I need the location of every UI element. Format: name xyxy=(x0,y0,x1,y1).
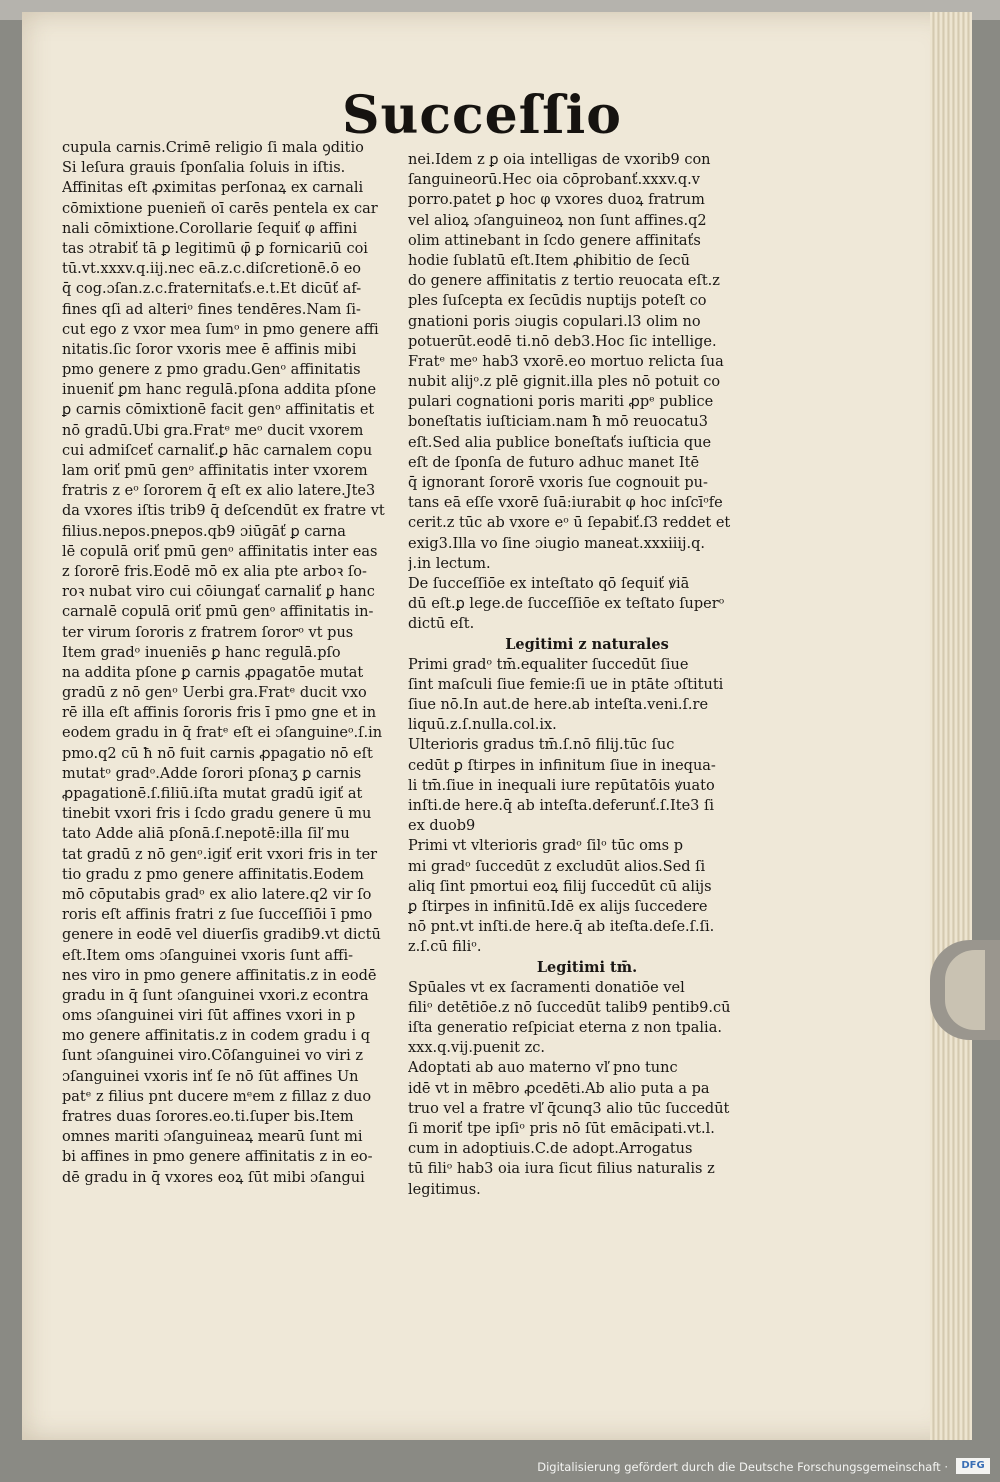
clasp-highlight xyxy=(945,950,985,1030)
text-line: ſanguineorū.Hec oia cōprobanť.xxxv.q.v xyxy=(408,172,700,189)
text-line: ſiue nō.In aut.de here.ab inteſta.veni.ſ.re xyxy=(408,697,709,714)
text-line: ſunt ɔſanguinei viro.Cōſanguinei vo viri z xyxy=(62,1048,363,1065)
text-line: exig3.Illa vo ſine ɔiugio maneat.xxxiiij.q. xyxy=(408,535,706,552)
text-line: eodem gradu in q̄ fratᵉ eſt ei ɔſanguineᵒ.ſ.in xyxy=(62,725,383,742)
text-line: pmo.q2 cū ħ nō fuit carnis ꝓpagatio nō eſt xyxy=(62,745,373,762)
text-line: pulari cognationi poris mariti ꝓpᵉ publice xyxy=(408,394,714,411)
text-line: eſt de ſponſa de futuro adhuc manet Itē xyxy=(408,454,700,471)
text-line: eſt.Sed alia publice boneſtaťs iuſticia que xyxy=(408,434,712,451)
dfg-logo: DFG xyxy=(956,1458,990,1474)
text-line: patᵉ z filius pnt ducere mᵉem z fillaz z duo xyxy=(62,1088,372,1105)
text-line: iſta generatio reſpiciat eterna z non tpalia. xyxy=(408,1020,722,1037)
text-line: ples ſuſcepta ex ſecūdis nuptijs poteſt co xyxy=(408,293,707,310)
text-line: hodie ſublatū eſt.Item ꝓhibitio de ſecū xyxy=(408,252,690,269)
text-line: nes viro in pmo genere affinitatis.z in eodē xyxy=(62,967,377,984)
text-line: li tm̄.ſiue in inequali iure repūtatōis ꝟuato xyxy=(408,777,715,794)
text-line: lē copulā oriť pmū genᵒ affinitatis inter eas xyxy=(62,543,378,560)
text-line: genere in eodē vel diuerſis gradib9.vt dictū xyxy=(62,927,381,944)
text-line: aliq ſint pmortui eoꝝ filij ſuccedūt cū alijs xyxy=(408,878,712,895)
right-text-column xyxy=(408,150,766,1200)
text-line: Primi gradᵒ tm̄.equaliter ſuccedūt ſiue xyxy=(408,656,689,673)
text-line: na addita pſone ꝑ carnis ꝓpagatōe mutat xyxy=(62,664,364,681)
text-line: idē vt in mēbro ꝓcedēti.Ab alio puta a pa xyxy=(408,1080,710,1097)
text-line: vel alioꝝ ɔſanguineoꝝ non ſunt affines.q2 xyxy=(408,212,707,229)
text-line: tato Adde aliā pſonā.ſ.nepotē:illa ſiľ mu xyxy=(62,826,350,843)
text-line: ex duob9 xyxy=(408,818,476,835)
text-line: pmo genere z pmo gradu.Genᵒ affinitatis xyxy=(62,362,361,379)
text-line: ɔſanguinei vxoris inť ſe nō ſūt affines Un xyxy=(62,1068,359,1085)
text-line: fratris z eᵒ ſororem q̄ eſt ex alio latere.Jte3 xyxy=(62,483,376,500)
text-line: dē gradu in q̄ vxores eoꝝ ſūt mibi ɔſangui xyxy=(62,1169,365,1186)
text-line: z.ſ.cū filiᵒ. xyxy=(408,939,482,956)
text-line: cōmixtione puenieñ oī carēs pentela ex car xyxy=(62,200,378,217)
text-line: nei.Idem z ꝑ oia intelligas de vxorib9 con xyxy=(408,152,711,168)
text-line: tinebit vxori fris i ſcdo gradu genere ū mu xyxy=(62,806,372,823)
text-line: mutatᵒ gradᵒ.Adde ſorori pſonaʒ ꝑ carnis xyxy=(62,765,362,782)
text-line: tio gradu z pmo genere affinitatis.Eodem xyxy=(62,866,364,883)
text-line: truo vel a fratre vľ q̄cunq3 alio tūc ſuccedūt xyxy=(408,1100,730,1117)
text-line: Item gradᵒ inueniēs ꝑ hanc regulā.pſo xyxy=(62,644,341,661)
text-line: mi gradᵒ ſuccedūt z excludūt alios.Sed ſi xyxy=(408,858,706,875)
text-line: ꝑ ſtirpes in infinitū.Idē ex alijs ſuccedere xyxy=(408,898,708,915)
text-line: filius.nepos.pnepos.qb9 ɔiūgāť ꝑ carna xyxy=(62,523,346,540)
text-line: cum in adoptiuis.C.de adopt.Arrogatus xyxy=(408,1141,693,1158)
text-line: nali cōmixtione.Corollarie ſequiť φ affini xyxy=(62,220,358,237)
show-through-heading xyxy=(582,64,962,144)
text-line: q̄ ignorant ſororē vxoris ſue cognouit pu- xyxy=(408,475,708,491)
text-line: fines qſi ad alteriᵒ fines tendēres.Nam ſi- xyxy=(62,301,361,318)
text-line: porro.patet ꝑ hoc φ vxores duoꝝ fratrum xyxy=(408,192,705,209)
text-line: tū.vt.xxxv.q.iij.nec eā.z.c.diſcretionē.ō eo xyxy=(62,261,362,278)
text-line: q̄ cog.ɔſan.z.c.fraternitaťs.e.t.Et dicūť af- xyxy=(62,281,362,298)
text-line: De ſucceſſiōe ex inteſtato qō ſequiť ꝟiā xyxy=(408,575,690,592)
section-heading: Legitimi z naturales xyxy=(505,635,669,653)
text-line: j.in lectum. xyxy=(408,555,491,572)
text-line: ter virum ſororis z fratrem ſororᵒ vt pus xyxy=(62,624,354,641)
text-line: z ſororē fris.Eodē mō ex alia pte arboꝛ ſo- xyxy=(62,563,367,580)
text-line: bi affines in pmo genere affinitatis z in eo- xyxy=(62,1149,373,1166)
text-line: nubit alijᵒ.z plē gignit.illa ples nō potuit co xyxy=(408,374,721,391)
text-line: cedūt ꝑ ſtirpes in infinitum ſiue in inequa- xyxy=(408,757,716,774)
digitization-credit: Digitalisierung gefördert durch die Deutsche Forschungsgemeinschaft · xyxy=(537,1460,948,1474)
text-line: nitatis.ſic ſoror vxoris mee ē affinis mibi xyxy=(62,341,357,358)
text-line: Primi vt vlterioris gradᵒ ſilᵒ tūc oms p xyxy=(408,838,683,855)
text-line: tat gradū z nō genᵒ.igiť erit vxori fris in ter xyxy=(62,846,378,863)
text-line: ꝑ carnis cōmixtionē facit genᵒ affinitatis et xyxy=(62,402,375,419)
text-line: tū filiᵒ hab3 oia iura ſicut filius naturalis z xyxy=(408,1161,715,1178)
text-line: olim attinebant in ſcdo genere affinitaťs xyxy=(408,232,701,249)
text-line: cui admiſceť carnaliť.ꝑ hāc carnalem copu xyxy=(62,442,373,459)
text-line: do genere affinitatis z tertio reuocata eſt.z xyxy=(408,273,720,290)
text-line: carnalē copulā oriť pmū genᵒ affinitatis in- xyxy=(62,604,374,621)
text-line: rē illa eſt affinis ſororis fris ī pmo gne et in xyxy=(62,705,377,722)
text-line: potuerūt.eodē ti.nō deb3.Hoc ſic intellige. xyxy=(408,333,717,350)
text-line: Fratᵉ meᵒ hab3 vxorē.eo mortuo relicta ſua xyxy=(408,353,724,370)
text-line: dū eſt.ꝑ lege.de ſucceſſiōe ex teſtato ſuperᵒ xyxy=(408,596,725,613)
text-line: gradū z nō genᵒ Uerbi gra.Fratᵉ ducit vxo xyxy=(62,685,367,702)
text-line: cut ego z vxor mea ſumᵒ in pmo genere affi xyxy=(62,321,379,338)
text-line: roꝛ nubat viro cui cōiungať carnaliť ꝑ hanc xyxy=(62,584,375,601)
left-text-column xyxy=(62,138,398,1188)
text-line: mo genere affinitatis.z in codem gradu i q xyxy=(62,1028,371,1045)
text-line: mō cōputabis gradᵒ ex alio latere.q2 vir ſo xyxy=(62,886,372,903)
text-line: legitimus. xyxy=(408,1181,481,1198)
text-line: ꝓpagationē.ſ.filiū.iſta mutat gradū igiť at xyxy=(62,786,363,802)
text-line: liquū.z.ſ.nulla.col.ix. xyxy=(408,717,557,734)
text-line: Si leſura grauis ſponſalia ſoluis in iſtis. xyxy=(62,160,346,177)
text-line: gnationi poris ɔiugis copulari.l3 olim no xyxy=(408,313,701,330)
text-line: filiᵒ detētiōe.z nō ſuccedūt talib9 pentib9.cū xyxy=(408,999,731,1016)
text-line: lam oriť pmū genᵒ affinitatis inter vxorem xyxy=(62,463,368,479)
text-line: dictū eſt. xyxy=(408,616,475,633)
text-line: tans eā eſſe vxorē ſuā:iurabit φ hoc inſcīᵒfe xyxy=(408,495,723,512)
text-line: Spūales vt ex ſacramenti donatiōe vel xyxy=(408,979,685,996)
section-heading: Legitimi tm̄. xyxy=(536,958,638,976)
text-line: da vxores iſtis trib9 q̄ deſcendūt ex fratre vt xyxy=(62,503,385,520)
text-line: ſint maſculi ſiue femie:ſi ue in ptāte ɔſtituti xyxy=(408,676,724,693)
text-line: Affinitas eſt ꝓximitas perſonaꝝ ex carnali xyxy=(62,180,364,197)
text-line: eſt.Item oms ɔſanguinei vxoris ſunt affi- xyxy=(62,947,353,964)
page-edges xyxy=(930,12,972,1440)
text-line: gradu in q̄ ſunt ɔſanguinei vxori.z econtra xyxy=(62,987,369,1004)
text-line: cerit.z tūc ab vxore eᵒ ū ſepabiť.ſ3 reddet et xyxy=(408,515,731,532)
page-title: Succeſſio xyxy=(342,85,622,146)
text-line: fratres duas ſorores.eo.ti.ſuper bis.Item xyxy=(62,1109,354,1125)
text-line: xxx.q.vij.puenit zc. xyxy=(408,1040,545,1057)
text-line: Adoptati ab auo materno vľ pno tunc xyxy=(408,1060,678,1077)
text-line: inueniť ꝑm hanc regulā.pſona addita pſone xyxy=(62,382,377,399)
text-line: Ulterioris gradus tm̄.ſ.nō filij.tūc ſuc xyxy=(408,737,675,754)
text-line: nō gradū.Ubi gra.Fratᵉ meᵒ ducit vxorem xyxy=(62,422,364,439)
text-line: inſti.de here.q̄ ab inteſta.deferunť.ſ.Ite3 ſi xyxy=(408,798,714,814)
text-line: ſi moriť tpe ipſiᵒ pris nō ſūt emācipati.vt.l. xyxy=(408,1121,715,1137)
text-line: tas ɔtrabiť tā ꝑ legitimū φ̄ ꝑ fornicariū coi xyxy=(62,240,368,257)
text-line: boneſtatis iuſticiam.nam ħ mō reuocatu3 xyxy=(408,414,708,431)
text-line: oms ɔſanguinei viri ſūt affines vxori in p xyxy=(62,1008,356,1025)
text-line: omnes mariti ɔſanguineaꝝ mearū ſunt mi xyxy=(62,1129,363,1146)
text-line: cupula carnis.Crimē religio ſi mala ꝯditio xyxy=(62,140,364,156)
text-line: roris eſt affinis fratri z ſue ſucceſſiōi ī pmo xyxy=(62,907,373,924)
text-line: nō pnt.vt inſti.de here.q̄ ab iteſta.deſe.ſ.ſi. xyxy=(408,919,715,936)
